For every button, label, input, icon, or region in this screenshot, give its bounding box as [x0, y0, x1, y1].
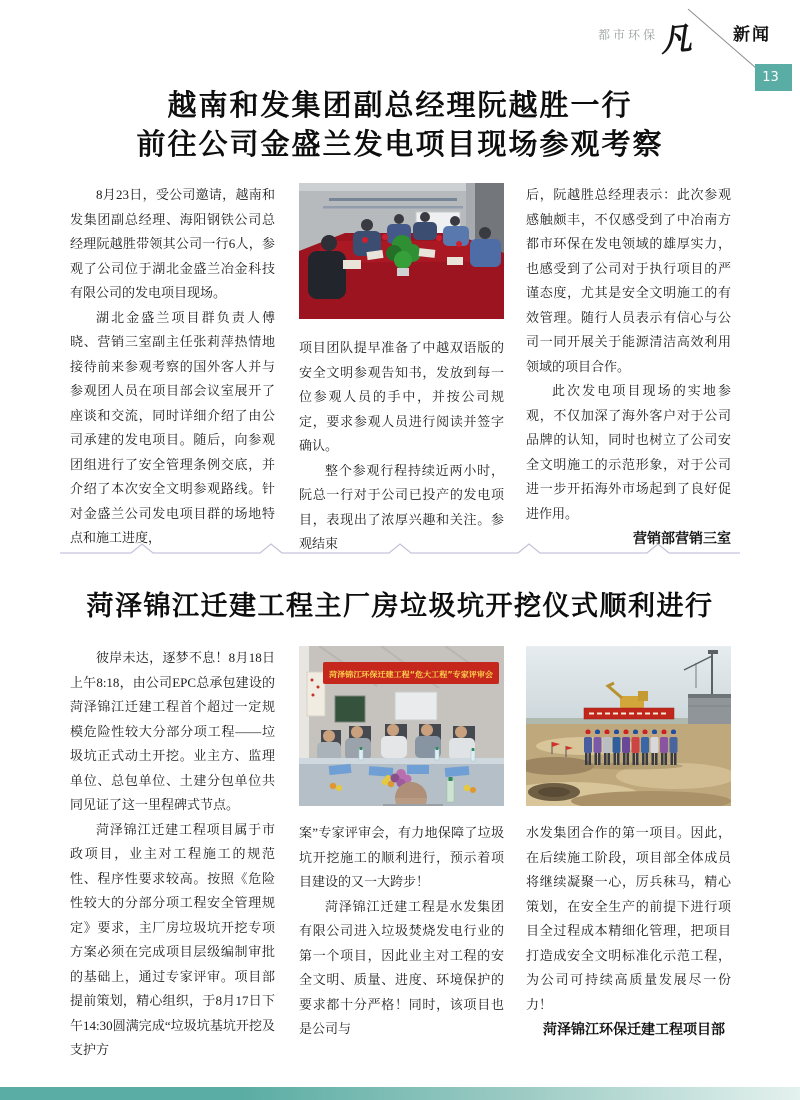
article2-column-3 [526, 646, 731, 1043]
page-number-badge: 13 [755, 64, 792, 91]
article2-paragraph: 案”专家评审会，有力地保障了垃圾坑开挖施工的顺利进行，预示着项目建设的又一大跨步！ [299, 825, 504, 889]
article1-paragraph: 后，阮越胜总经理表示：此次参观感触颇丰，不仅感受到了中冶南方都市环保在发电领域的雄厚实力，也感受到了公司对于执行项目的严谨态度，尤其是安全文明施工的有效管理。随行人员表示有信心与公司一同开展关于能源清洁高效利用领域的项目合作。 [526, 187, 731, 374]
brand-calligraphy-mark: 凡 [658, 20, 694, 60]
article1-column-1 [70, 183, 275, 551]
bottom-accent-bar [0, 1087, 800, 1100]
article1-paragraph: 湖北金盛兰项目群负责人傅晓、营销三室副主任张莉萍热情地接待前来参观考察的国外客人并与参观团人员在项目部会议室展开了座谈和交流，同时详细介绍了由公司承建的发电项目。随后，向参观团组进行了安全管理条例交底，并介绍了本次安全文明参观路线。针对金盛兰公司发电项目群的场地特点和施工进度， [70, 309, 275, 545]
article1-title [0, 86, 800, 164]
article1-column-2 [299, 183, 504, 557]
photo-banner-text: 菏泽锦江环保迁建工程“危大工程”专家评审会 [329, 670, 482, 679]
article1-column-3 [526, 183, 731, 552]
article1-byline: 营销部营销三室 [633, 531, 731, 547]
article1-paragraph: 此次发电项目现场的实地参观，不仅加深了海外客户对于公司品牌的认知，同时也树立了公司安全文明施工的示范形象，对于公司进一步开拓海外市场起到了良好促进作用。 [526, 383, 731, 521]
zigzag-divider [60, 542, 740, 556]
article1-title-line1: 越南和发集团副总经理阮越胜一行 [167, 88, 633, 122]
article2-photo-groundbreaking-site [526, 646, 731, 806]
header-diagonal-line [686, 8, 758, 74]
article2-paragraph: 彼岸未达，逐梦不息！8月18日上午8:18，由公司EPC总承包建设的菏泽锦江迁建工程首个超过一定规模危险性较大分部分项工程——垃圾坑正式动土开挖。业主方、监理单位、总包单位、土建分包单位共同见证了这一里程碑式节点。 [70, 650, 275, 812]
article1-paragraph: 8月23日，受公司邀请，越南和发集团副总经理、海阳钢铁公司总经理阮越胜带领其公司一行6人，参观了公司位于湖北金盛兰冶金科技有限公司的发电项目现场。 [70, 187, 275, 300]
article2-paragraph: 菏泽锦江迁建工程项目属于市政项目，业主对工程施工的规范性、程序性要求较高。按照《危险性较大的分部分项工程安全管理规定》要求，主厂房垃圾坑开挖专项方案必须在完成项目层级编制审批的基础上，通过专家评审。项目部提前策划，精心组织，于8月17日下午14:30圆满完成“垃圾坑基坑开挖及支护方 [70, 821, 275, 1057]
article1-paragraph: 项目团队提早准备了中越双语版的安全文明参观告知书，发放到每一位参观人员的手中，并按公司规定，要求参观人员进行阅读并签字确认。 [299, 340, 504, 453]
section-label: 新闻 [733, 25, 771, 45]
magazine-brand: 都市环保 [598, 28, 659, 42]
article1-title-line2: 前往公司金盛兰发电项目现场参观考察 [136, 127, 664, 161]
article2-byline: 菏泽锦江环保迁建工程项目部 [543, 1022, 725, 1038]
article2-column-1 [70, 646, 275, 1063]
article2-paragraph: 菏泽锦江迁建工程是水发集团有限公司进入垃圾焚烧发电行业的第一个项目，因此业主对工程的安全文明、质量、进度、环境保护的要求都十分严格！同时，该项目也是公司与 [299, 898, 504, 1036]
article2-photo-expert-review-meeting [299, 646, 504, 806]
article2-paragraph: 水发集团合作的第一项目。因此，在后续施工阶段，项目部全体成员将继续凝聚一心，厉兵秣马，精心策划，在安全生产的前提下进行项目全过程成本精细化管理，把项目打造成安全文明标准化示范工程，为公司可持续高质量发展尽一份力！ [526, 825, 731, 1012]
article2-column-2 [299, 646, 504, 1042]
article2-title: 菏泽锦江迁建工程主厂房垃圾坑开挖仪式顺利进行 [86, 591, 714, 622]
article1-photo-meeting-room [299, 183, 504, 319]
article1-paragraph: 整个参观行程持续近两小时，阮总一行对于公司已投产的发电项目，表现出了浓厚兴趣和关注。参观结束 [299, 462, 504, 551]
